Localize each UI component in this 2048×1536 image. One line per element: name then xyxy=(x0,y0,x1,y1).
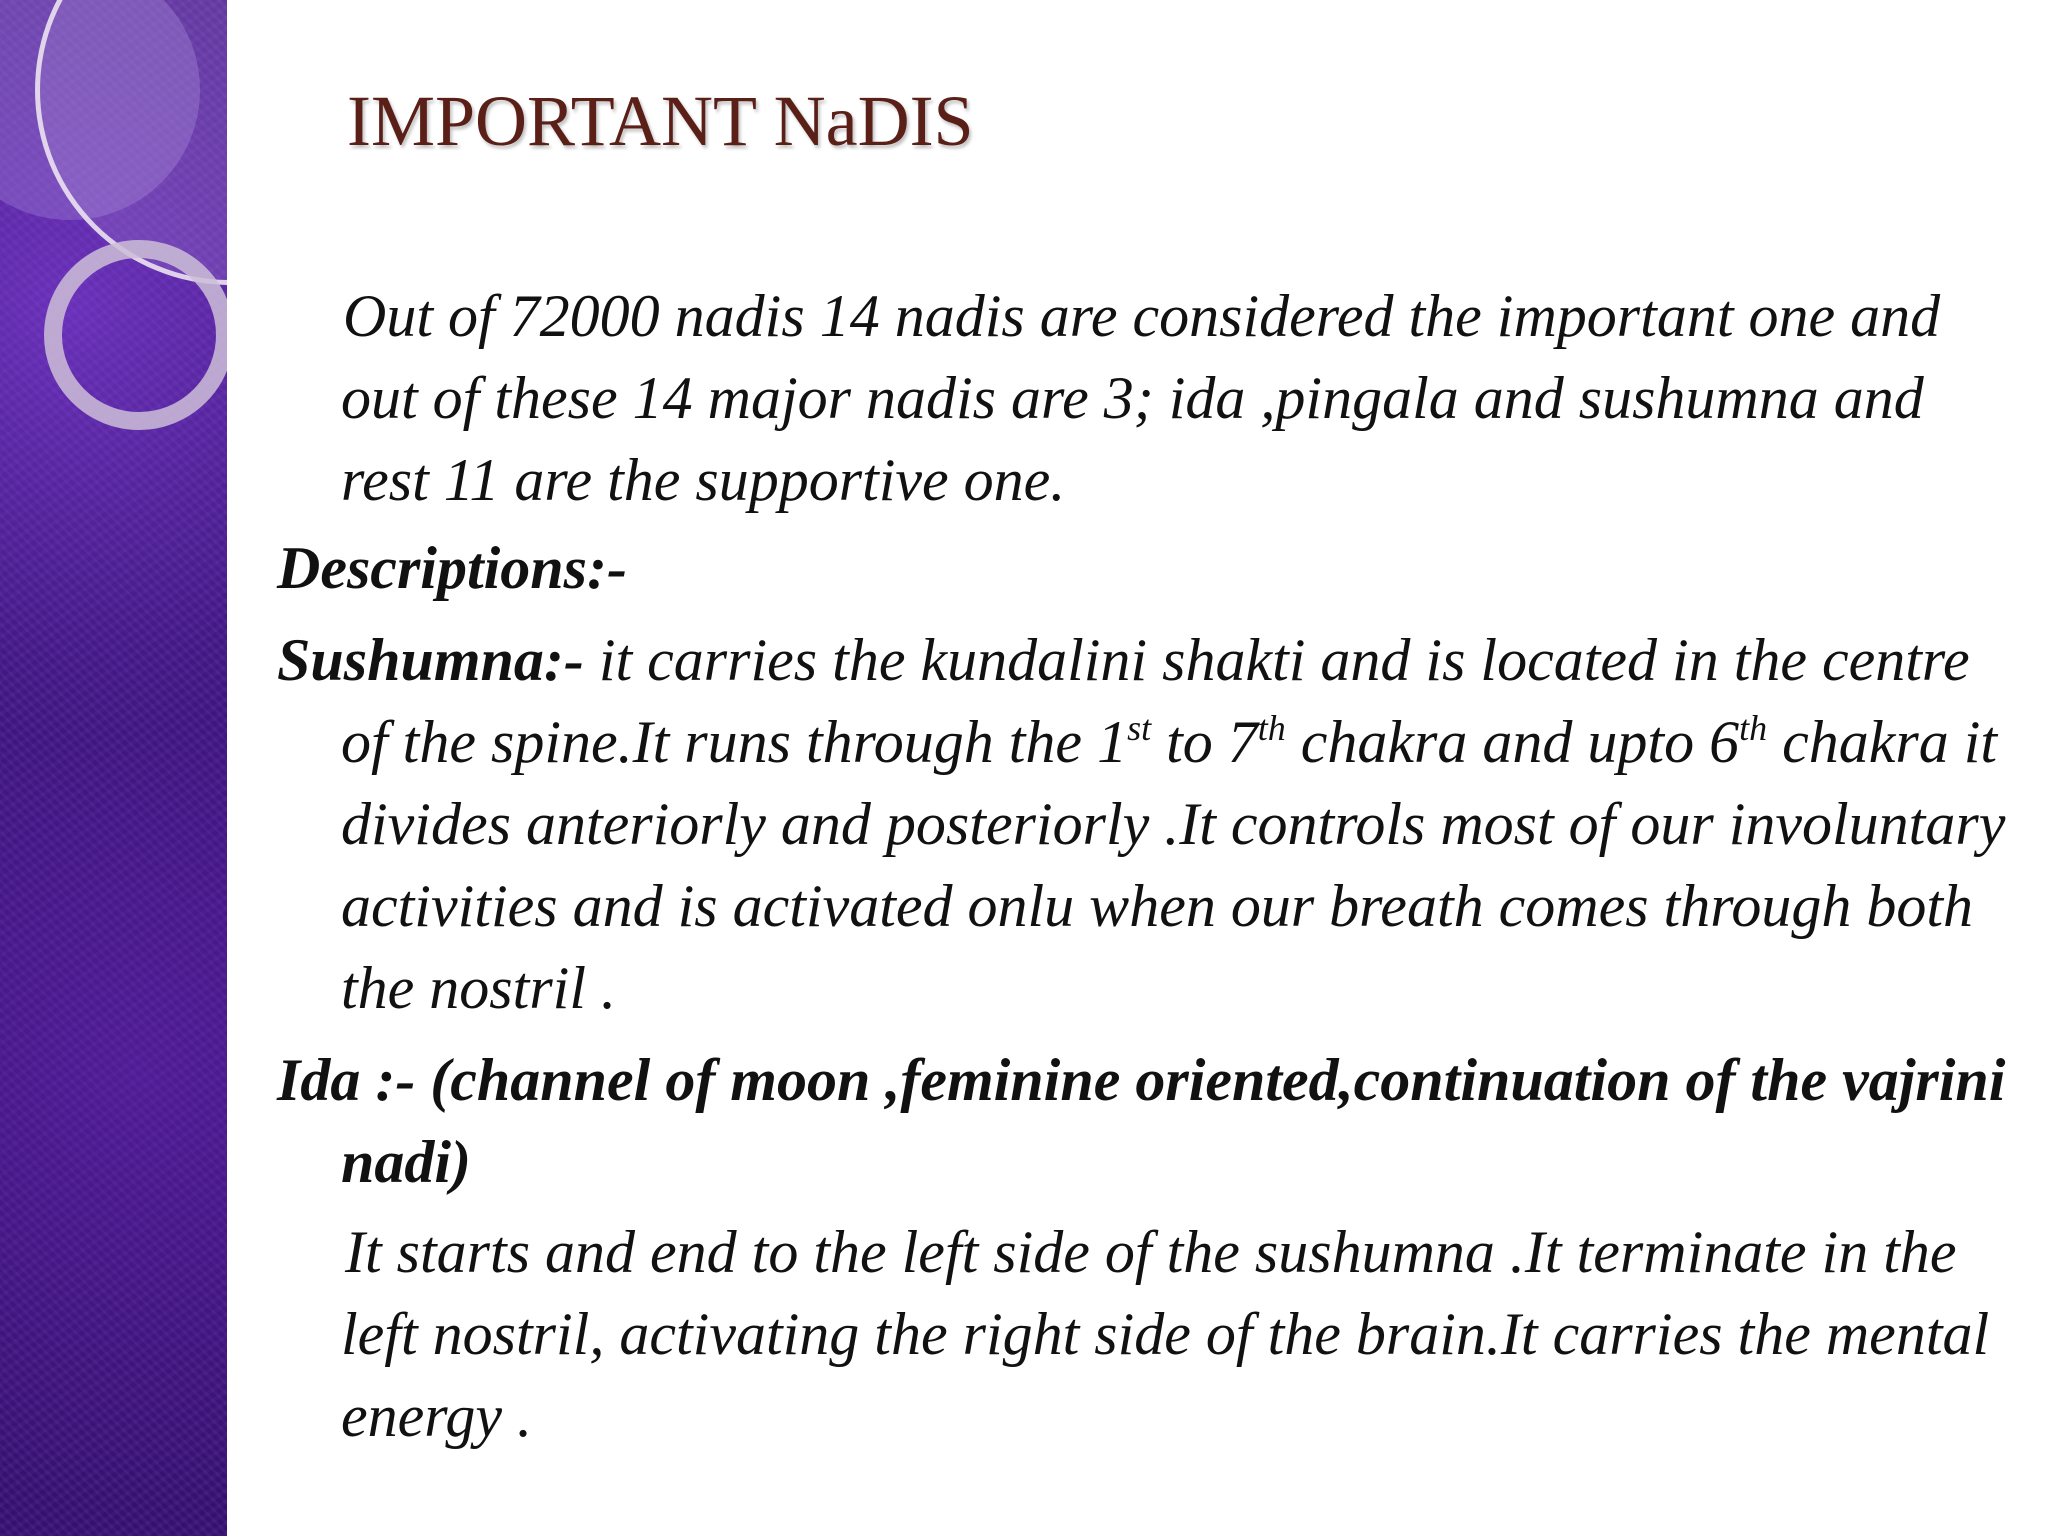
sushumna-text-3: chakra and upto 6 xyxy=(1285,709,1740,775)
descriptions-heading: Descriptions:- xyxy=(277,535,627,601)
sushumna-sup-1: st xyxy=(1127,708,1152,748)
sushumna-label: Sushumna:- xyxy=(277,627,584,693)
sushumna-sup-2: th xyxy=(1257,708,1286,748)
sushumna-sup-3: th xyxy=(1739,708,1768,748)
ida-heading: Ida :- (channel of moon ,feminine oriented,continuation of the vajrini nadi) xyxy=(277,1047,2006,1195)
ida-description: It starts and end to the left side of the sushumna .It terminate in the left nostril, activating the right side of the brain.It carries the mental energy . xyxy=(341,1219,1990,1449)
intro-text: Out of 72000 nadis 14 nadis are considered the important one and out of these 14 major nadis are 3; ida ,pingala and sushumna and rest 11 are the supportive one. xyxy=(341,283,1941,513)
decorative-ring-small xyxy=(44,240,227,430)
sushumna-text-1: it carries the kundalini shakti and is located in the centre of the spine.It runs through the 1 xyxy=(341,627,1970,775)
slide-body xyxy=(277,215,2017,1457)
sushumna-text-4: chakra it divides anteriorly and posteriorly .It controls most of our involuntary activities and is activated onlu when our breath comes through both the nostril . xyxy=(341,709,2006,1021)
slide-title: IMPORTANT NaDIS xyxy=(347,81,974,161)
sushumna-text-2: to 7 xyxy=(1151,709,1258,775)
decorative-sidebar xyxy=(0,0,227,1536)
sushumna-paragraph xyxy=(277,619,2017,1029)
intro-paragraph xyxy=(277,275,2017,521)
